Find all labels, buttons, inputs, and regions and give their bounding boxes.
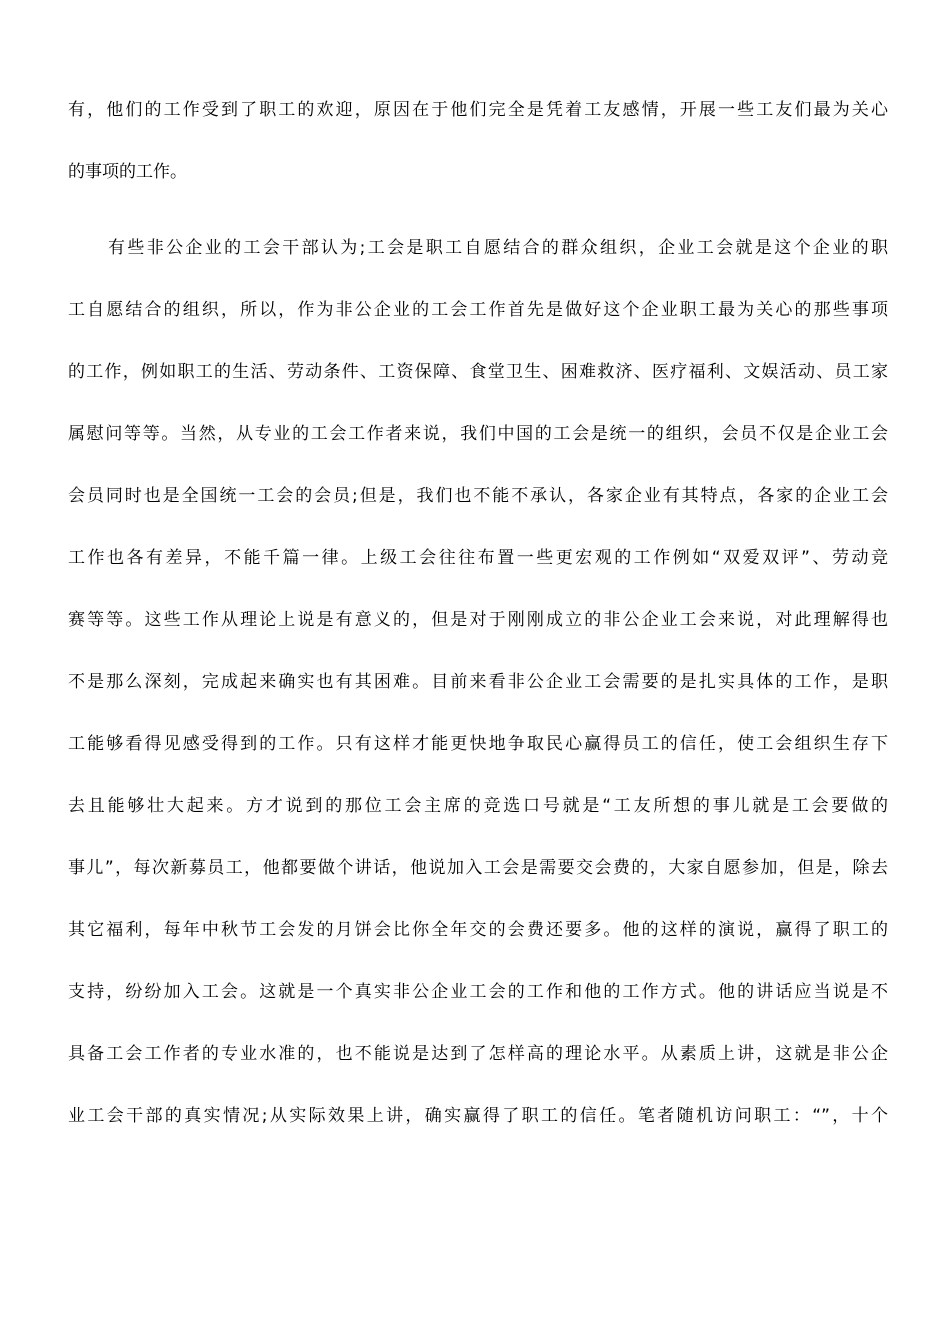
paragraph-1-line-2: 的事项的工作。 — [68, 162, 187, 182]
paragraph-2-line-11: 事儿”，每次新募员工，他都要做个讲话，他说加入工会是需要交会费的，大家自愿参加，但是，除去 — [68, 858, 888, 878]
paragraph-2-line-9: 工能够看得见感受得到的工作。只有这样才能更快地争取民心赢得员工的信任，使工会组织生存下 — [68, 734, 888, 754]
paragraph-1-line-1: 有，他们的工作受到了职工的欢迎，原因在于他们完全是凭着工友感情，开展一些工友们最为关心 — [68, 100, 888, 120]
paragraph-2-line-12: 其它福利，每年中秋节工会发的月饼会比你全年交的会费还要多。他的这样的演说，赢得了职工的 — [68, 920, 888, 940]
paragraph-2-line-15: 业工会干部的真实情况;从实际效果上讲，确实赢得了职工的信任。笔者随机访问职工：“”，十个 — [68, 1106, 888, 1126]
paragraph-2-line-10: 去且能够壮大起来。方才说到的那位工会主席的竞选口号就是“工友所想的事儿就是工会要做的 — [68, 796, 888, 816]
paragraph-2-line-14: 具备工会工作者的专业水准的，也不能说是达到了怎样高的理论水平。从素质上讲，这就是非公企 — [68, 1044, 888, 1064]
paragraph-2-line-2: 工自愿结合的组织，所以，作为非公企业的工会工作首先是做好这个企业职工最为关心的那些事项 — [68, 300, 888, 320]
paragraph-2-line-3: 的工作，例如职工的生活、劳动条件、工资保障、食堂卫生、困难救济、医疗福利、文娱活动、员工家 — [68, 362, 888, 382]
paragraph-2-line-8: 不是那么深刻，完成起来确实也有其困难。目前来看非公企业工会需要的是扎实具体的工作，是职 — [68, 672, 888, 692]
paragraph-2-line-6: 工作也各有差异，不能千篇一律。上级工会往往布置一些更宏观的工作例如“双爱双评”、劳动竞 — [68, 548, 888, 568]
paragraph-2-line-13: 支持，纷纷加入工会。这就是一个真实非公企业工会的工作和他的工作方式。他的讲话应当说是不 — [68, 982, 888, 1002]
paragraph-2-line-7: 赛等等。这些工作从理论上说是有意义的，但是对于刚刚成立的非公企业工会来说，对此理解得也 — [68, 610, 888, 630]
paragraph-2-line-1: 有些非公企业的工会干部认为;工会是职工自愿结合的群众组织，企业工会就是这个企业的职 — [108, 238, 888, 258]
paragraph-2-line-4: 属慰问等等。当然，从专业的工会工作者来说，我们中国的工会是统一的组织，会员不仅是企业工会 — [68, 424, 888, 444]
paragraph-2-line-5: 会员同时也是全国统一工会的会员;但是，我们也不能不承认，各家企业有其特点，各家的企业工会 — [68, 486, 888, 506]
